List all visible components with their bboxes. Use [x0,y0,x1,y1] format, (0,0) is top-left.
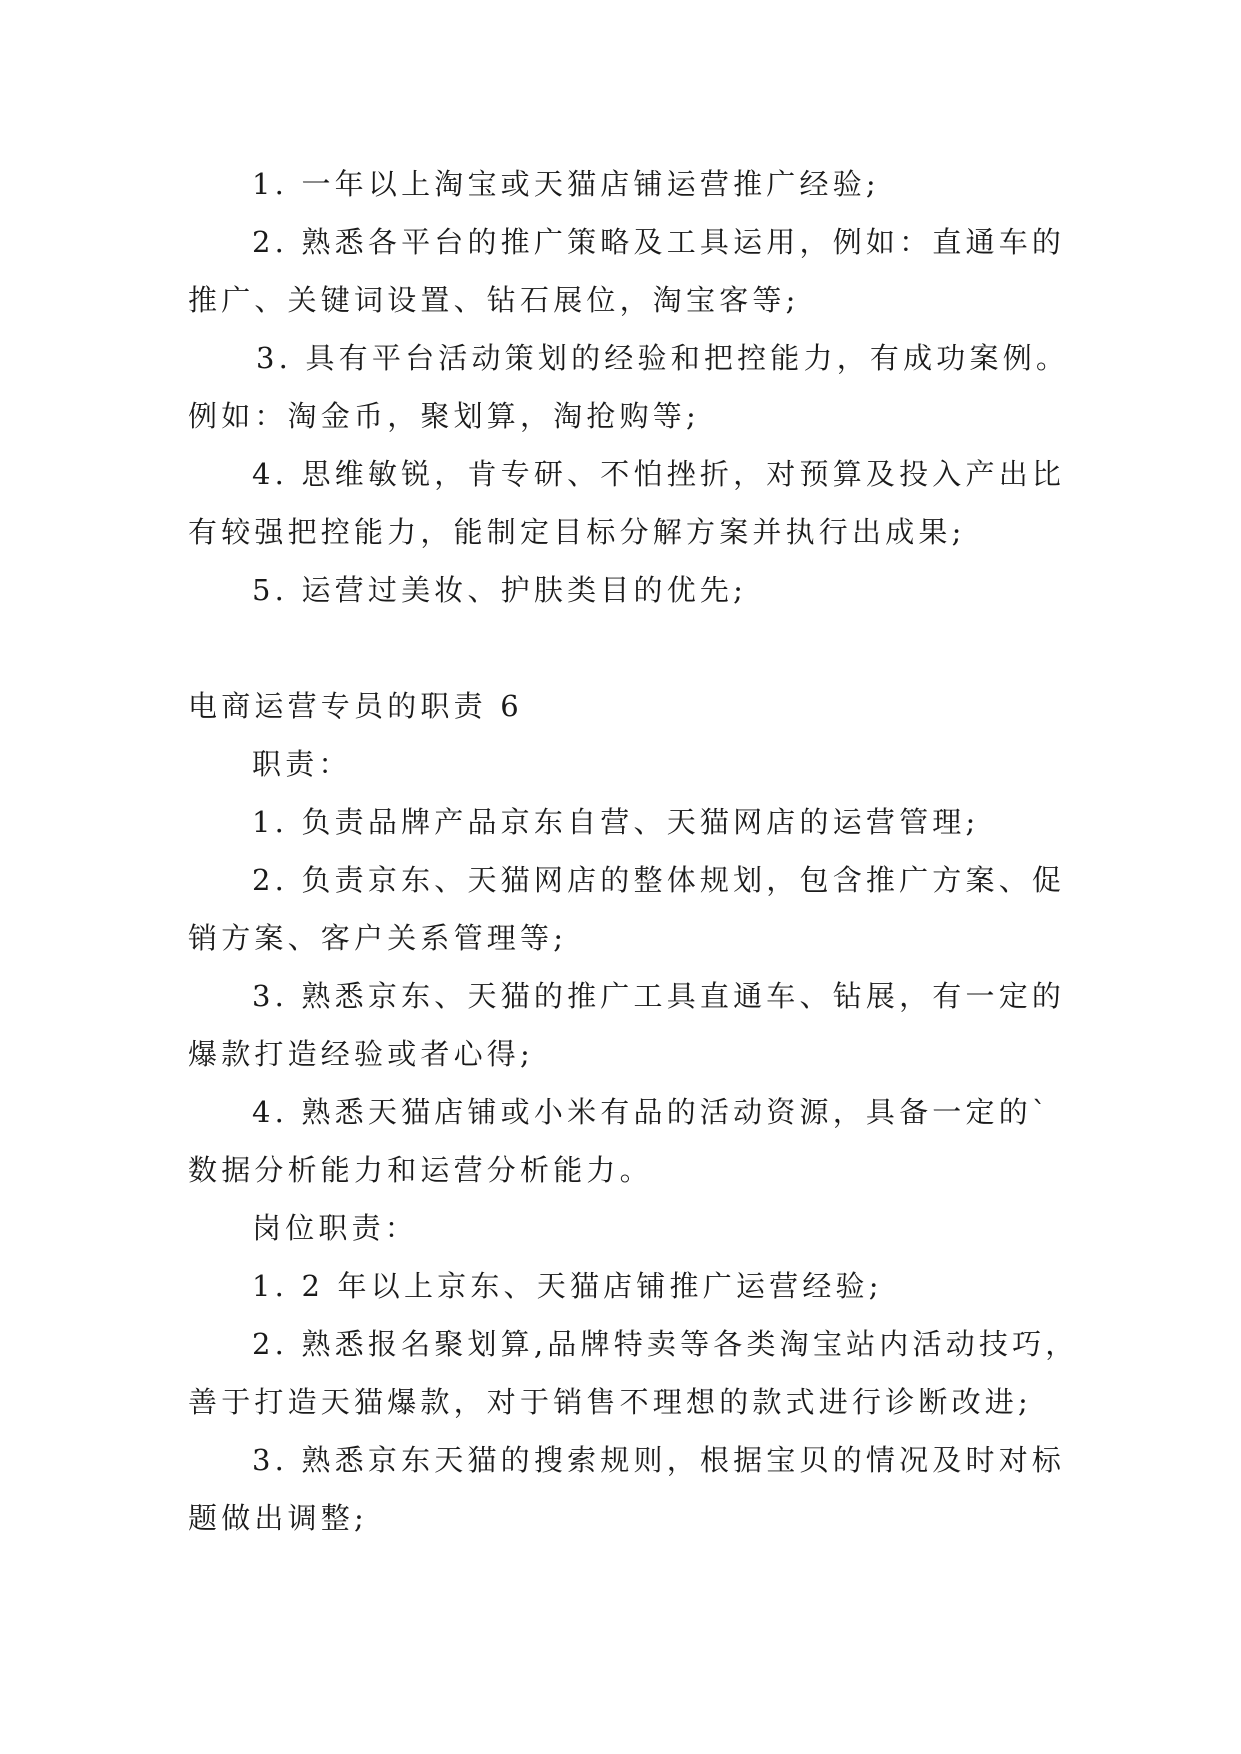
job-duties-label: 岗位职责： [252,1211,419,1245]
duty-item-3-cont: 爆款打造经验或者心得; [188,1037,534,1071]
duty-item-2-cont: 销方案、客户关系管理等; [188,921,568,955]
duties-label: 职责： [252,747,352,781]
req-item-3: 3. 具有平台活动策划的经验和把控能力，有成功案例。 [256,341,1070,375]
req-item-4-cont: 有较强把控能力，能制定目标分解方案并执行出成果; [188,515,966,549]
job-item-1: 1. 2 年以上京东、天猫店铺推广运营经验; [252,1269,883,1303]
req-item-2: 2. 熟悉各平台的推广策略及工具运用，例如：直通车的 [252,225,1066,259]
job-item-3-cont: 题做出调整; [188,1501,368,1535]
duty-item-1: 1. 负责品牌产品京东自营、天猫网店的运营管理; [252,805,980,839]
req-item-5: 5. 运营过美妆、护肤类目的优先; [252,573,748,607]
duty-item-2: 2. 负责京东、天猫网店的整体规划，包含推广方案、促 [252,863,1066,897]
req-item-1: 1. 一年以上淘宝或天猫店铺运营推广经验; [252,167,880,201]
job-item-3: 3. 熟悉京东天猫的搜索规则，根据宝贝的情况及时对标 [252,1443,1066,1477]
job-item-2: 2. 熟悉报名聚划算,品牌特卖等各类淘宝站内活动技巧， [252,1327,1079,1361]
duty-item-4-cont: 数据分析能力和运营分析能力。 [188,1153,653,1187]
duty-item-3: 3. 熟悉京东、天猫的推广工具直通车、钻展，有一定的 [252,979,1066,1013]
req-item-4: 4. 思维敏锐，肯专研、不怕挫折，对预算及投入产出比 [252,457,1066,491]
req-item-3-cont: 例如：淘金币，聚划算，淘抢购等; [188,399,700,433]
duty-item-4: 4. 熟悉天猫店铺或小米有品的活动资源，具备一定的` [252,1095,1051,1129]
section-heading: 电商运营专员的职责 6 [188,689,523,723]
req-item-2-cont: 推广、关键词设置、钻石展位，淘宝客等; [188,283,800,317]
job-item-2-cont: 善于打造天猫爆款，对于销售不理想的款式进行诊断改进; [188,1385,1032,1419]
